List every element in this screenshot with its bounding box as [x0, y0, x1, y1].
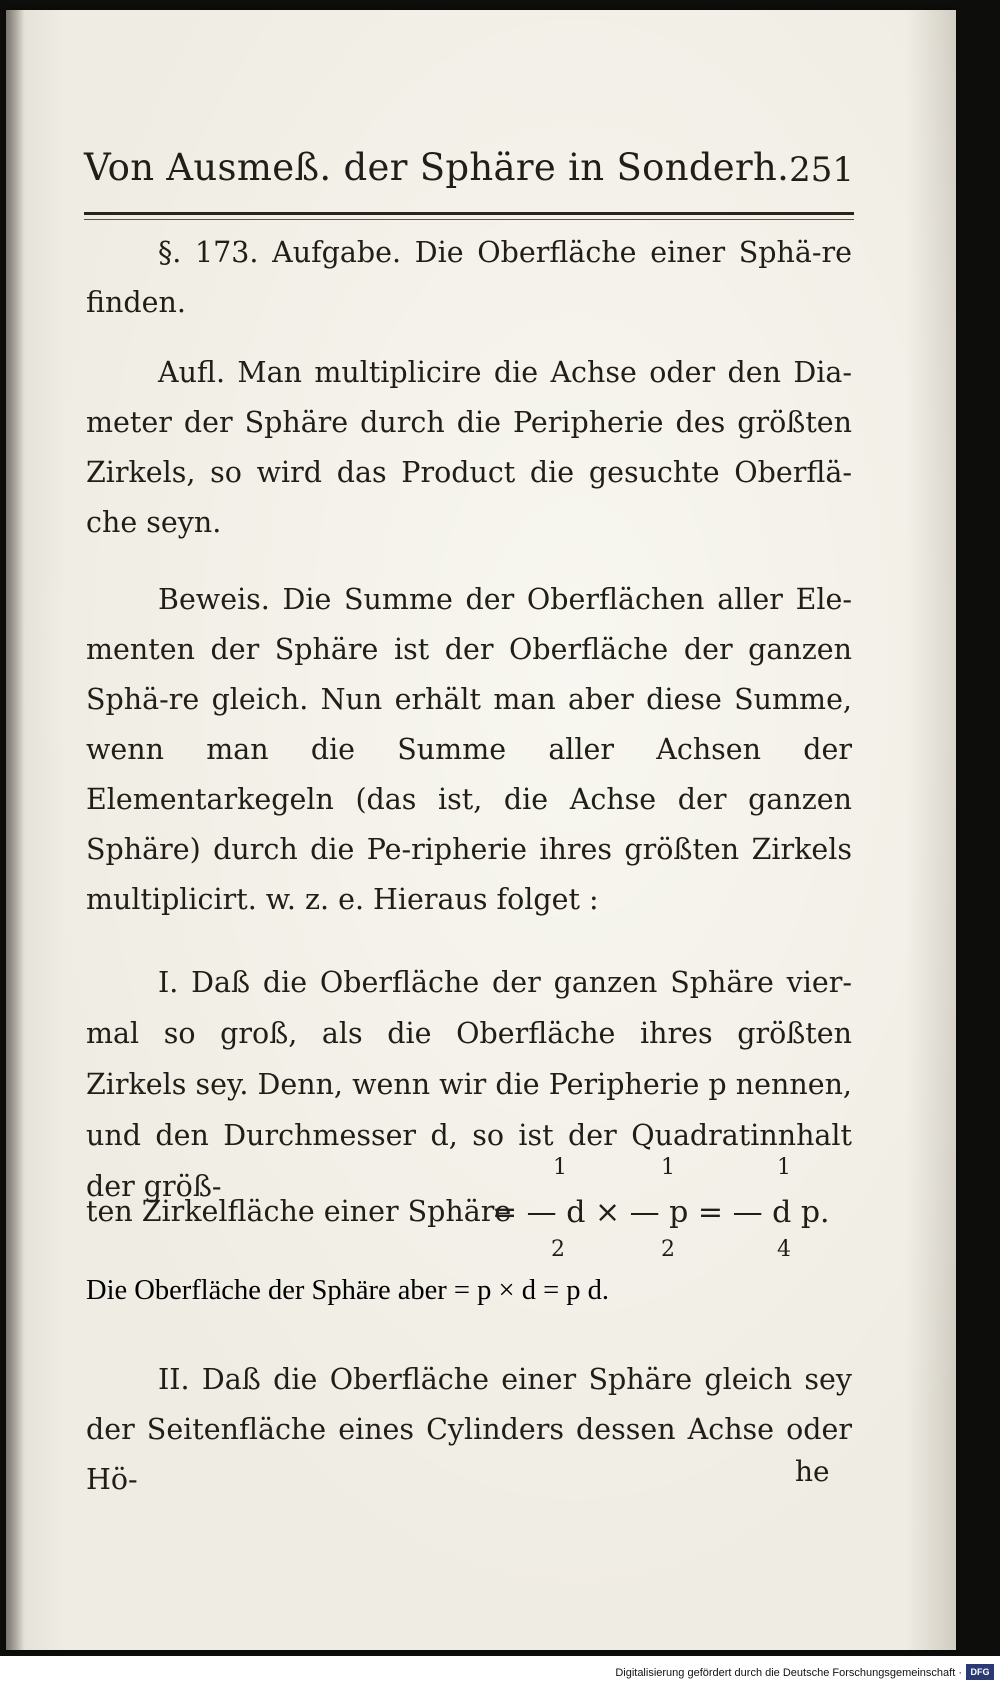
- formula-lead-text: ten Zirkelfläche einer Sphäre: [86, 1195, 512, 1228]
- page-header: [84, 140, 854, 200]
- catchword: he: [795, 1455, 830, 1488]
- header-rule-thin: [84, 219, 854, 220]
- area-formula: [86, 1155, 852, 1265]
- fraction-numerator: 1: [553, 1155, 567, 1180]
- surface-equation: Die Oberfläche der Sphäre aber = p × d = p d.: [86, 1275, 610, 1306]
- funding-credit: Digitalisierung gefördert durch die Deutsche Forschungsgemeinschaft ·: [615, 1667, 962, 1679]
- fraction-denominator: 2: [551, 1237, 565, 1262]
- header-rule: [84, 212, 854, 215]
- corollary-one-paragraph: I. Daß die Oberfläche der ganzen Sphäre vier-mal so groß, als die Oberfläche ihres größten Zirkels sey. Denn, wenn wir die Peripherie p nennen, und den Durchmesser d, so ist der Quadratinnhalt der größ-: [86, 966, 852, 1203]
- section-heading: §. 173. Aufgabe. Die Oberfläche einer Sphä-re finden.: [86, 236, 852, 319]
- corollary-two-paragraph: II. Daß die Oberfläche einer Sphäre gleich sey der Seitenfläche eines Cylinders dessen Achse oder Hö-: [86, 1363, 852, 1496]
- dfg-logo: DFG: [966, 1664, 994, 1680]
- fraction-numerator: 1: [777, 1155, 791, 1180]
- proof-paragraph: Beweis. Die Summe der Oberflächen aller Ele-menten der Sphäre ist der Oberfläche der ganzen Sphä-re gleich. Nun erhält man aber diese Summe, wenn man die Summe aller Achsen der Elementarkegeln (das ist, die Achse der ganzen Sphäre) durch die Pe-ripherie ihres größten Zirkels multiplicirt. w. z. e. Hieraus folget :: [86, 583, 852, 916]
- formula-expression: = — d × — p = — d p.: [492, 1195, 830, 1230]
- spine-shadow: [6, 10, 24, 1650]
- solution-paragraph: Aufl. Man multiplicire die Achse oder den Dia-meter der Sphäre durch die Peripherie des größten Zirkels, so wird das Product die gesuchte Oberflä-che seyn.: [86, 356, 852, 539]
- fraction-denominator: 2: [661, 1237, 675, 1262]
- running-title: Von Ausmeß. der Sphäre in Sonderh.: [84, 146, 790, 189]
- fraction-numerator: 1: [661, 1155, 675, 1180]
- page-number: 251: [789, 150, 854, 190]
- fraction-denominator: 4: [777, 1237, 791, 1262]
